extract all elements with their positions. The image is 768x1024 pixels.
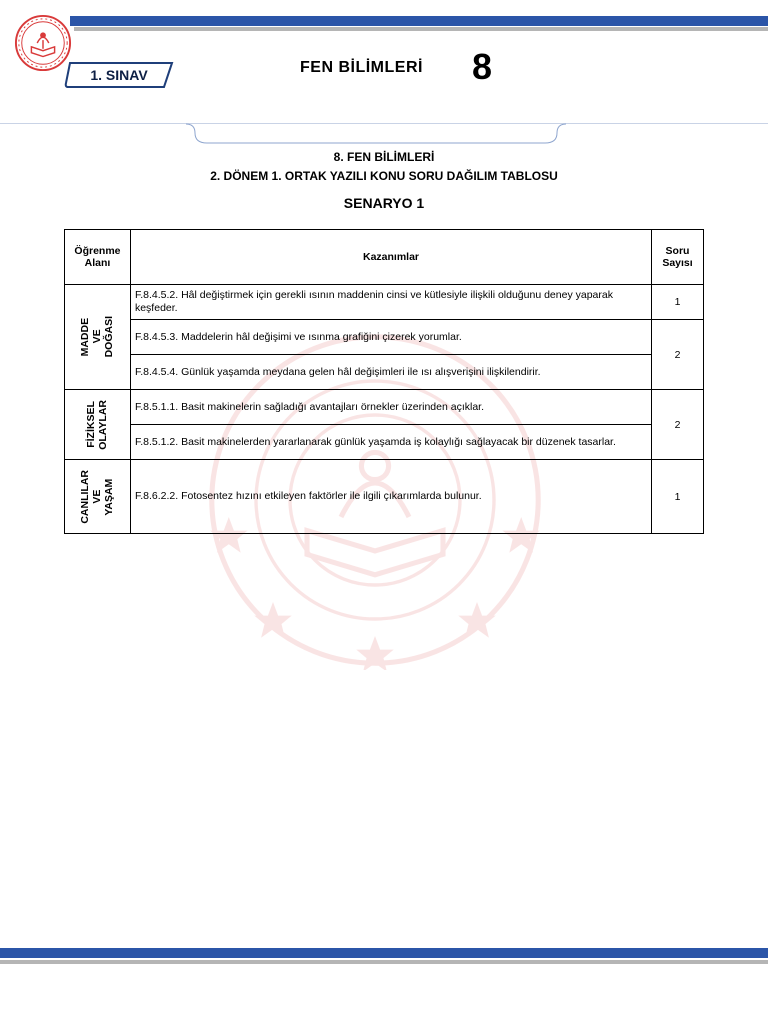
topic-distribution-table (64, 229, 704, 534)
top-gray-bar (74, 27, 768, 31)
area-label: FİZİKSEL OLAYLAR (85, 399, 110, 450)
table-row (65, 390, 704, 425)
outcome-cell: F.8.6.2.2. Fotosentez hızını etkileyen faktörler ile ilgili çıkarımlarda bulunur. (130, 460, 651, 534)
table-row (65, 320, 704, 355)
area-cell (65, 460, 131, 534)
exam-label: 1. SINAV (90, 67, 148, 83)
header-count: Soru Sayısı (652, 230, 704, 285)
header-bracket (185, 123, 567, 145)
outcome-cell: F.8.5.1.1. Basit makinelerin sağladığı avantajları örnekler üzerinden açıklar. (130, 390, 651, 425)
document-title-line2: 2. DÖNEM 1. ORTAK YAZILI KONU SORU DAĞILIM TABLOSU (210, 169, 558, 183)
count-cell: 2 (652, 390, 704, 460)
outcome-cell: F.8.4.5.2. Hâl değiştirmek için gerekli ısının maddenin cinsi ve kütlesiyle ilişkili olduğunu deney yaparak keşfeder. (130, 285, 651, 320)
count-cell: 2 (652, 320, 704, 390)
table-row (65, 425, 704, 460)
header-outcomes: Kazanımlar (130, 230, 651, 285)
header-area: Öğrenme Alanı (65, 230, 131, 285)
document-title-line1: 8. FEN BİLİMLERİ (333, 150, 435, 164)
table-row (65, 285, 704, 320)
table-row (65, 460, 704, 534)
area-cell (65, 390, 131, 460)
top-blue-bar (70, 16, 768, 26)
area-label: CANLILAR VE YAŞAM (79, 469, 116, 524)
outcome-cell: F.8.4.5.4. Günlük yaşamda meydana gelen hâl değişimleri ile ısı alışverişini ilişkilendirir. (130, 355, 651, 390)
subject-title: FEN BİLİMLERİ (300, 59, 423, 76)
scenario-title: SENARYO 1 (343, 195, 425, 211)
area-label: MADDE VE DOĞASI (79, 316, 116, 358)
count-cell: 1 (652, 460, 704, 534)
area-cell (65, 285, 131, 390)
table-row (65, 355, 704, 390)
outcome-cell: F.8.5.1.2. Basit makinelerden yararlanarak günlük yaşamda iş kolaylığı sağlayacak bir düzenek tasarlar. (130, 425, 651, 460)
count-cell: 1 (652, 285, 704, 320)
bottom-gray-bar (0, 960, 768, 964)
outcome-cell: F.8.4.5.3. Maddelerin hâl değişimi ve ısınma grafiğini çizerek yorumlar. (130, 320, 651, 355)
bottom-blue-bar (0, 948, 768, 958)
table-header-row (65, 230, 704, 285)
grade-number: 8 (472, 46, 493, 87)
